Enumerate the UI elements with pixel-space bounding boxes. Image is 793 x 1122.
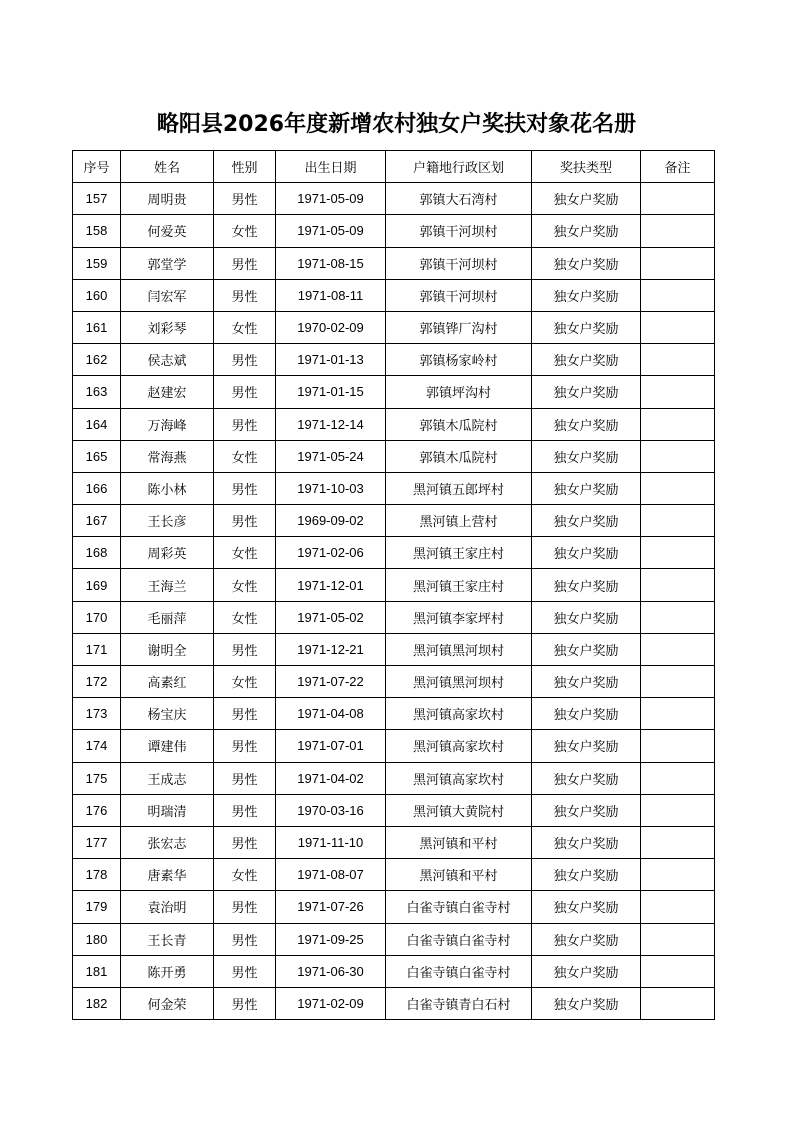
cell-remark [641,730,715,762]
cell-name: 杨宝庆 [121,698,214,730]
cell-remark [641,891,715,923]
cell-name: 万海峰 [121,408,214,440]
cell-name: 赵建宏 [121,376,214,408]
cell-gender: 女性 [214,601,276,633]
cell-index: 157 [73,183,121,215]
cell-remark [641,537,715,569]
cell-region: 黑河镇高家坎村 [386,762,532,794]
cell-award-type: 独女户奖励 [532,826,641,858]
cell-birth-date: 1971-11-10 [276,826,386,858]
table-row [73,859,715,891]
cell-region: 白雀寺镇青白石村 [386,987,532,1019]
cell-award-type: 独女户奖励 [532,794,641,826]
column-header-region: 户籍地行政区划 [386,151,532,183]
cell-region: 黑河镇和平村 [386,859,532,891]
table-row [73,923,715,955]
cell-index: 168 [73,537,121,569]
cell-region: 黑河镇高家坎村 [386,698,532,730]
cell-birth-date: 1971-05-02 [276,601,386,633]
cell-award-type: 独女户奖励 [532,730,641,762]
cell-index: 167 [73,505,121,537]
column-header-gender: 性别 [214,151,276,183]
cell-remark [641,826,715,858]
roster-body [73,183,715,1020]
roster-table [72,150,715,1020]
cell-award-type: 独女户奖励 [532,987,641,1019]
cell-remark [641,215,715,247]
cell-award-type: 独女户奖励 [532,891,641,923]
cell-gender: 女性 [214,537,276,569]
cell-index: 171 [73,633,121,665]
cell-remark [641,505,715,537]
cell-gender: 女性 [214,311,276,343]
table-row [73,698,715,730]
cell-award-type: 独女户奖励 [532,569,641,601]
cell-remark [641,440,715,472]
cell-award-type: 独女户奖励 [532,472,641,504]
cell-region: 白雀寺镇白雀寺村 [386,923,532,955]
cell-birth-date: 1971-07-26 [276,891,386,923]
cell-index: 175 [73,762,121,794]
cell-name: 明瑞清 [121,794,214,826]
cell-remark [641,987,715,1019]
cell-birth-date: 1971-01-13 [276,344,386,376]
cell-index: 176 [73,794,121,826]
table-row [73,344,715,376]
column-header-name: 姓名 [121,151,214,183]
cell-award-type: 独女户奖励 [532,505,641,537]
cell-name: 何金荣 [121,987,214,1019]
cell-birth-date: 1971-01-15 [276,376,386,408]
cell-gender: 男性 [214,826,276,858]
cell-region: 郭镇干河坝村 [386,215,532,247]
cell-index: 161 [73,311,121,343]
cell-gender: 男性 [214,408,276,440]
cell-birth-date: 1971-06-30 [276,955,386,987]
table-row [73,505,715,537]
cell-index: 165 [73,440,121,472]
cell-birth-date: 1971-08-15 [276,247,386,279]
cell-remark [641,408,715,440]
cell-award-type: 独女户奖励 [532,537,641,569]
cell-birth-date: 1971-12-14 [276,408,386,440]
cell-name: 刘彩琴 [121,311,214,343]
cell-remark [641,633,715,665]
cell-birth-date: 1971-07-01 [276,730,386,762]
cell-name: 王海兰 [121,569,214,601]
cell-remark [641,247,715,279]
cell-name: 郭堂学 [121,247,214,279]
cell-gender: 男性 [214,730,276,762]
cell-gender: 女性 [214,666,276,698]
cell-award-type: 独女户奖励 [532,376,641,408]
cell-name: 毛丽萍 [121,601,214,633]
cell-award-type: 独女户奖励 [532,440,641,472]
table-row [73,472,715,504]
cell-award-type: 独女户奖励 [532,955,641,987]
cell-remark [641,311,715,343]
cell-index: 173 [73,698,121,730]
cell-region: 郭镇干河坝村 [386,247,532,279]
cell-award-type: 独女户奖励 [532,859,641,891]
cell-name: 陈小林 [121,472,214,504]
table-row [73,376,715,408]
cell-name: 张宏志 [121,826,214,858]
cell-index: 162 [73,344,121,376]
cell-index: 164 [73,408,121,440]
cell-region: 郭镇干河坝村 [386,279,532,311]
cell-birth-date: 1971-10-03 [276,472,386,504]
cell-gender: 女性 [214,440,276,472]
cell-name: 袁治明 [121,891,214,923]
cell-region: 黑河镇王家庄村 [386,569,532,601]
table-row [73,215,715,247]
cell-name: 常海燕 [121,440,214,472]
cell-award-type: 独女户奖励 [532,183,641,215]
cell-name: 谢明全 [121,633,214,665]
cell-remark [641,344,715,376]
cell-gender: 男性 [214,633,276,665]
cell-index: 177 [73,826,121,858]
cell-gender: 女性 [214,859,276,891]
cell-remark [641,279,715,311]
cell-remark [641,376,715,408]
cell-gender: 男性 [214,698,276,730]
cell-award-type: 独女户奖励 [532,698,641,730]
cell-birth-date: 1971-09-25 [276,923,386,955]
column-header-index: 序号 [73,151,121,183]
cell-award-type: 独女户奖励 [532,408,641,440]
cell-gender: 男性 [214,891,276,923]
cell-region: 郭镇木瓜院村 [386,440,532,472]
cell-index: 163 [73,376,121,408]
cell-region: 黑河镇和平村 [386,826,532,858]
cell-name: 王长彦 [121,505,214,537]
cell-remark [641,762,715,794]
cell-birth-date: 1971-12-01 [276,569,386,601]
table-row [73,891,715,923]
cell-gender: 男性 [214,344,276,376]
cell-award-type: 独女户奖励 [532,311,641,343]
cell-gender: 女性 [214,215,276,247]
cell-gender: 男性 [214,183,276,215]
table-row [73,408,715,440]
cell-region: 黑河镇大黄院村 [386,794,532,826]
cell-birth-date: 1971-12-21 [276,633,386,665]
table-row [73,794,715,826]
cell-birth-date: 1969-09-02 [276,505,386,537]
cell-index: 170 [73,601,121,633]
cell-award-type: 独女户奖励 [532,247,641,279]
cell-gender: 男性 [214,794,276,826]
cell-birth-date: 1971-08-11 [276,279,386,311]
cell-region: 黑河镇黑河坝村 [386,633,532,665]
cell-name: 闫宏军 [121,279,214,311]
cell-region: 郭镇木瓜院村 [386,408,532,440]
cell-name: 高素红 [121,666,214,698]
cell-region: 郭镇铧厂沟村 [386,311,532,343]
cell-region: 郭镇大石湾村 [386,183,532,215]
cell-award-type: 独女户奖励 [532,633,641,665]
cell-award-type: 独女户奖励 [532,215,641,247]
cell-name: 周明贵 [121,183,214,215]
cell-name: 王长青 [121,923,214,955]
table-row [73,633,715,665]
column-header-remark: 备注 [641,151,715,183]
cell-index: 158 [73,215,121,247]
cell-gender: 女性 [214,569,276,601]
cell-index: 159 [73,247,121,279]
cell-birth-date: 1971-05-09 [276,215,386,247]
table-row [73,537,715,569]
cell-birth-date: 1971-07-22 [276,666,386,698]
cell-region: 白雀寺镇白雀寺村 [386,955,532,987]
cell-birth-date: 1971-05-24 [276,440,386,472]
table-row [73,987,715,1019]
cell-remark [641,666,715,698]
cell-region: 白雀寺镇白雀寺村 [386,891,532,923]
table-row [73,601,715,633]
cell-region: 郭镇坪沟村 [386,376,532,408]
cell-name: 陈开勇 [121,955,214,987]
cell-remark [641,794,715,826]
cell-birth-date: 1971-02-06 [276,537,386,569]
cell-remark [641,601,715,633]
table-row [73,183,715,215]
cell-birth-date: 1970-03-16 [276,794,386,826]
cell-index: 178 [73,859,121,891]
cell-name: 谭建伟 [121,730,214,762]
cell-region: 郭镇杨家岭村 [386,344,532,376]
cell-index: 160 [73,279,121,311]
table-row [73,762,715,794]
cell-award-type: 独女户奖励 [532,601,641,633]
cell-award-type: 独女户奖励 [532,666,641,698]
cell-remark [641,698,715,730]
cell-award-type: 独女户奖励 [532,279,641,311]
cell-award-type: 独女户奖励 [532,923,641,955]
table-row [73,569,715,601]
cell-region: 黑河镇上营村 [386,505,532,537]
cell-region: 黑河镇王家庄村 [386,537,532,569]
table-row [73,440,715,472]
cell-index: 182 [73,987,121,1019]
cell-birth-date: 1971-04-08 [276,698,386,730]
cell-index: 169 [73,569,121,601]
cell-index: 166 [73,472,121,504]
cell-birth-date: 1971-02-09 [276,987,386,1019]
cell-gender: 男性 [214,472,276,504]
cell-birth-date: 1971-04-02 [276,762,386,794]
column-header-birth-date: 出生日期 [276,151,386,183]
cell-index: 174 [73,730,121,762]
cell-name: 唐素华 [121,859,214,891]
cell-index: 180 [73,923,121,955]
cell-gender: 男性 [214,762,276,794]
cell-remark [641,955,715,987]
table-row [73,955,715,987]
cell-region: 黑河镇高家坎村 [386,730,532,762]
cell-region: 黑河镇李家坪村 [386,601,532,633]
table-row [73,247,715,279]
cell-gender: 男性 [214,987,276,1019]
cell-award-type: 独女户奖励 [532,344,641,376]
cell-index: 179 [73,891,121,923]
cell-gender: 男性 [214,247,276,279]
cell-remark [641,923,715,955]
cell-index: 172 [73,666,121,698]
table-row [73,666,715,698]
cell-index: 181 [73,955,121,987]
cell-region: 黑河镇五郎坪村 [386,472,532,504]
header-row [73,151,715,183]
cell-gender: 男性 [214,923,276,955]
cell-remark [641,472,715,504]
cell-gender: 男性 [214,955,276,987]
table-row [73,279,715,311]
cell-gender: 男性 [214,505,276,537]
cell-name: 王成志 [121,762,214,794]
table-row [73,311,715,343]
cell-birth-date: 1970-02-09 [276,311,386,343]
cell-gender: 男性 [214,376,276,408]
cell-region: 黑河镇黑河坝村 [386,666,532,698]
table-row [73,730,715,762]
table-row [73,826,715,858]
cell-birth-date: 1971-05-09 [276,183,386,215]
cell-remark [641,569,715,601]
cell-gender: 男性 [214,279,276,311]
column-header-award-type: 奖扶类型 [532,151,641,183]
cell-name: 侯志斌 [121,344,214,376]
cell-award-type: 独女户奖励 [532,762,641,794]
page-title: 略阳县2026年度新增农村独女户奖扶对象花名册 [156,112,637,137]
cell-birth-date: 1971-08-07 [276,859,386,891]
cell-name: 周彩英 [121,537,214,569]
cell-remark [641,183,715,215]
cell-remark [641,859,715,891]
cell-name: 何爱英 [121,215,214,247]
